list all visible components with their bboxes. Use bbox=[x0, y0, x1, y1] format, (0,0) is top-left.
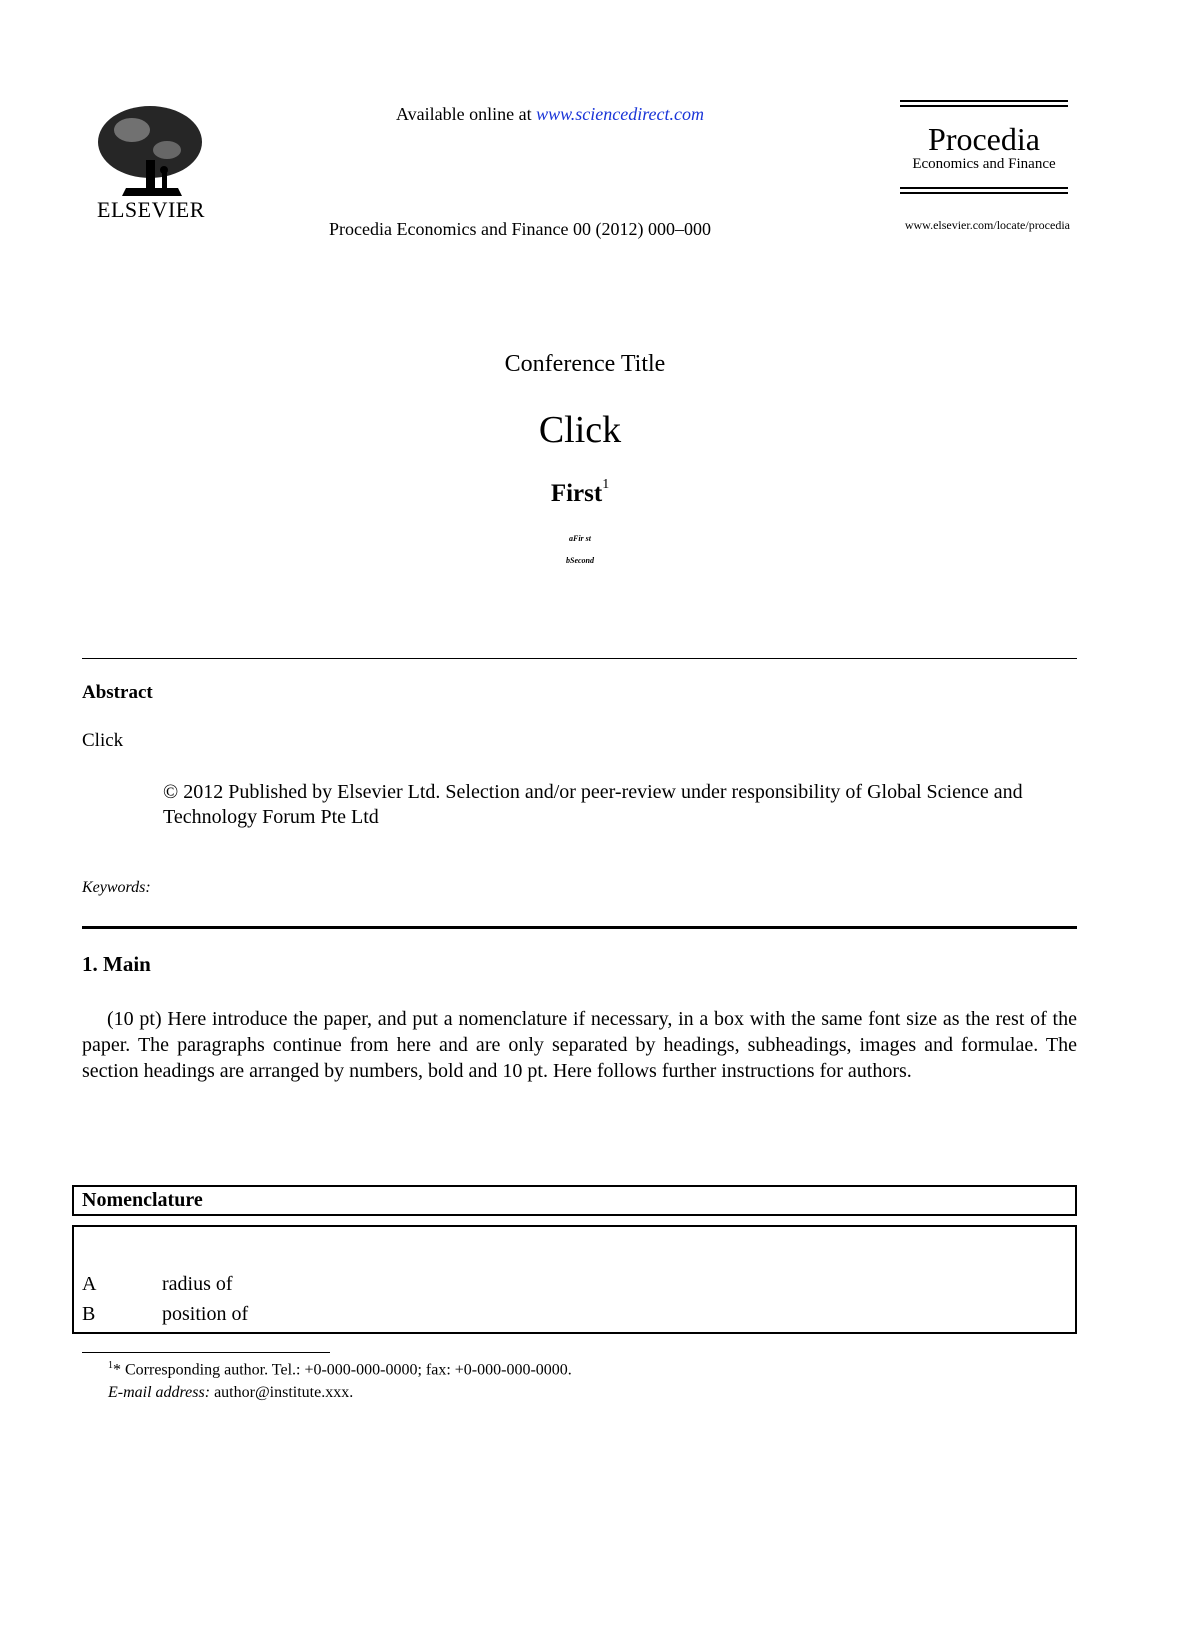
divider-thick bbox=[82, 926, 1077, 929]
footnote-corresponding-text: * Corresponding author. Tel.: +0-000-000-0000; fax: +0-000-000-0000. bbox=[113, 1361, 572, 1379]
abstract-text: Click bbox=[82, 730, 124, 751]
nomenclature-symbol: A bbox=[82, 1273, 97, 1295]
procedia-subtitle: Economics and Finance bbox=[912, 156, 1056, 172]
abstract-heading: Abstract bbox=[82, 682, 153, 703]
nomenclature-definition: position of bbox=[162, 1303, 249, 1325]
elsevier-logo bbox=[92, 100, 210, 222]
section-body: (10 pt) Here introduce the paper, and put a nomenclature if necessary, in a box with the same font size as the rest of the paper. The paragraphs continue from here and are only separated by headings, subheadings, images and formulae. The section headings are arranged by numbers, bold and 10 pt. Here follows further instructions for authors. bbox=[82, 1008, 1077, 1082]
brand-rule bbox=[900, 187, 1068, 189]
copyright-notice: © 2012 Published by Elsevier Ltd. Selection and/or peer-review under responsibility of Global Science and Technology Forum Pte Ltd bbox=[163, 781, 1023, 828]
nomenclature-heading: Nomenclature bbox=[82, 1189, 203, 1211]
affiliation-2: bSecond bbox=[566, 556, 594, 565]
footnote-rule bbox=[82, 1352, 330, 1353]
procedia-brand bbox=[900, 100, 1068, 197]
author-name: First bbox=[550, 480, 603, 507]
brand-rule bbox=[900, 192, 1068, 194]
journal-citation: Procedia Economics and Finance 00 (2012) 000–000 bbox=[329, 219, 711, 239]
nomenclature-box bbox=[72, 1225, 1077, 1334]
paper-title: Click bbox=[538, 409, 622, 451]
author-line bbox=[0, 476, 1160, 508]
email-label: E-mail address: bbox=[108, 1384, 211, 1401]
conference-title: Conference Title bbox=[504, 351, 666, 377]
keywords-label: Keywords: bbox=[82, 879, 151, 896]
footnote-email bbox=[108, 1384, 353, 1402]
nomenclature-symbol: B bbox=[82, 1303, 96, 1325]
elsevier-logo-text: ELSEVIER bbox=[97, 197, 205, 222]
procedia-url[interactable]: www.elsevier.com/locate/procedia bbox=[904, 218, 1070, 232]
nomenclature-header bbox=[72, 1185, 1077, 1216]
available-online bbox=[360, 104, 740, 125]
nomenclature-definition: radius of bbox=[162, 1273, 233, 1295]
divider bbox=[82, 658, 1077, 659]
email-address[interactable]: author@institute.xxx. bbox=[214, 1384, 354, 1401]
available-online-prefix: Available online at bbox=[395, 104, 537, 124]
procedia-name: Procedia bbox=[928, 121, 1040, 157]
brand-rule bbox=[900, 105, 1068, 107]
affiliation-1: aFir st bbox=[568, 534, 591, 543]
footnote-marker: 1 bbox=[108, 1360, 113, 1371]
section-heading: 1. Main bbox=[82, 952, 151, 976]
author-sup: 1 bbox=[602, 476, 610, 492]
footnote-corresponding bbox=[108, 1360, 572, 1379]
brand-rule bbox=[900, 100, 1068, 102]
sciencedirect-link[interactable]: www.sciencedirect.com bbox=[536, 104, 705, 124]
